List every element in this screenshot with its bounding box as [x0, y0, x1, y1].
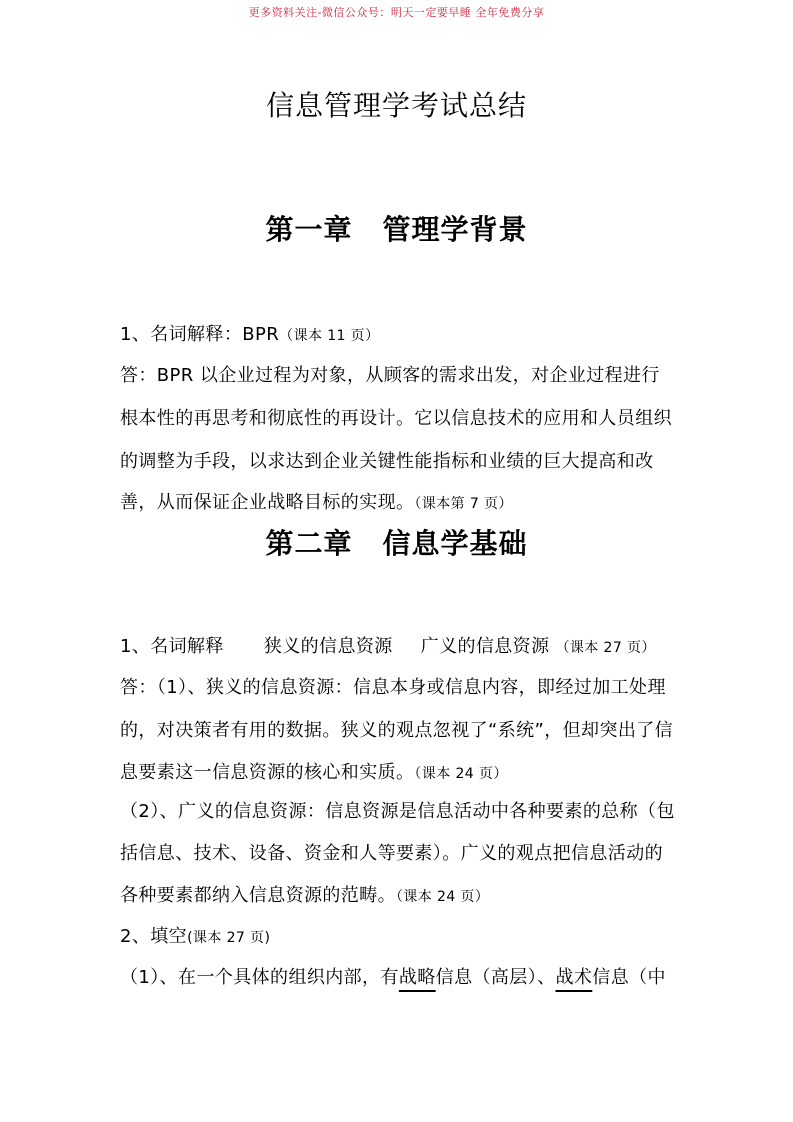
question-label: 1、名词解释 — [120, 636, 224, 657]
fill-in-line — [120, 963, 680, 989]
answer-text: 息要素这一信息资源的核心和实质。 — [120, 762, 415, 783]
answer-line: 答：（1）、狭义的信息资源：信息本身或信息内容，即经过加工处理 — [120, 677, 666, 698]
answer-line: （2）、广义的信息资源：信息资源是信息活动中各种要素的总称（包 — [120, 801, 675, 822]
page-reference: （课本 27 页） — [555, 640, 656, 656]
fill-suffix: 信息（中 — [592, 967, 666, 988]
question-label: 2、填空 — [120, 926, 188, 947]
question-label: 1、名词解释：BPR — [120, 324, 280, 345]
answer-line — [120, 881, 680, 907]
chapter-1-heading — [0, 208, 793, 248]
page-reference: （课本 24 页） — [414, 766, 508, 782]
chapter-1-number: 第一章 — [265, 213, 353, 246]
answer-text: 善，从而保证企业战略目标的实现。 — [120, 492, 415, 513]
chapter-2-question-2 — [120, 922, 680, 948]
fill-prefix: （1）、在一个具体的组织内部，有 — [120, 967, 399, 988]
answer-line: 答：BPR 以企业过程为对象，从顾客的需求出发，对企业过程进行 — [120, 365, 660, 386]
document-title: 信息管理学考试总结 — [265, 89, 527, 122]
page-reference: （课本 24 页） — [396, 889, 490, 905]
page-reference: （课本第 7 页） — [414, 496, 513, 512]
chapter-2-number: 第二章 — [265, 527, 353, 560]
fill-middle: 信息（高层）、 — [435, 967, 556, 988]
fill-blank-strategic: 战略 — [398, 967, 436, 988]
chapter-2-name: 信息学基础 — [382, 527, 528, 560]
page-reference: (课本 27 页) — [187, 930, 271, 946]
answer-line: 根本性的再思考和彻底性的再设计。它以信息技术的应用和人员组织 — [120, 408, 672, 429]
answer-line: 的，对决策者有用的数据。狭义的观点忽视了“系统”，但却突出了信 — [120, 720, 674, 741]
chapter-2-question-1 — [120, 632, 680, 658]
fill-blank-tactical: 战术 — [555, 967, 593, 988]
term-narrow: 狭义的信息资源 — [263, 636, 393, 657]
chapter-2-heading — [0, 522, 793, 562]
page-reference: （课本 11 页） — [279, 328, 380, 344]
answer-line: 括信息、技术、设备、资金和人等要素）。广义的观点把信息活动的 — [120, 843, 663, 864]
chapter-1-name: 管理学背景 — [382, 213, 528, 246]
answer-line: 的调整为手段，以求达到企业关键性能指标和业绩的巨大提高和改 — [120, 451, 654, 472]
header-banner: 更多资料关注-微信公众号：明天一定要早睡 全年免费分享 — [248, 6, 545, 19]
answer-text: 各种要素都纳入信息资源的范畴。 — [120, 885, 396, 906]
answer-line — [120, 758, 680, 784]
answer-line — [120, 488, 680, 514]
chapter-1-question-1 — [120, 320, 680, 346]
term-broad: 广义的信息资源 — [420, 636, 550, 657]
